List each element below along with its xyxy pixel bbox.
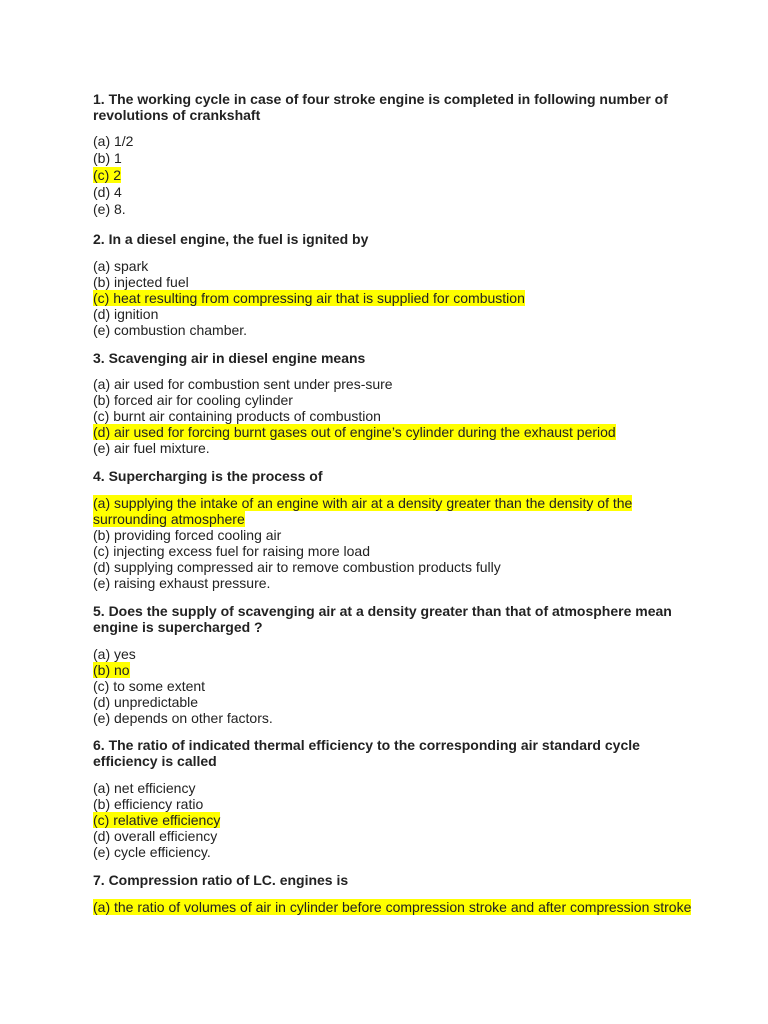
option: (d) ignition <box>93 306 159 322</box>
option: (a) spark <box>93 258 149 274</box>
option: (a) yes <box>93 646 136 662</box>
option-list <box>93 495 693 591</box>
question-title: 1. The working cycle in case of four stroke engine is completed in following number of revolutions of crankshaft <box>93 91 668 123</box>
option: (e) combustion chamber. <box>93 322 248 338</box>
question-title: 5. Does the supply of scavenging air at a density greater than that of atmosphere mean engine is supercharged ? <box>93 603 672 635</box>
option: (d) 4 <box>93 184 122 200</box>
option: (e) 8. <box>93 201 126 217</box>
option: (b) forced air for cooling cylinder <box>93 392 293 408</box>
option-correct: (c) 2 <box>93 167 121 183</box>
option: (e) raising exhaust pressure. <box>93 575 271 591</box>
option: (c) injecting excess fuel for raising more load <box>93 543 371 559</box>
option: (a) air used for combustion sent under pres-sure <box>93 376 393 392</box>
option: (e) depends on other factors. <box>93 710 273 726</box>
option: (e) cycle efficiency. <box>93 844 211 860</box>
option: (c) to some extent <box>93 678 206 694</box>
option-correct: (b) no <box>93 662 130 678</box>
option-list <box>93 376 693 456</box>
option: (c) burnt air containing products of combustion <box>93 408 381 424</box>
option: (b) efficiency ratio <box>93 796 204 812</box>
option: (b) 1 <box>93 150 122 166</box>
option: (d) supplying compressed air to remove combustion products fully <box>93 559 501 575</box>
option-list <box>93 899 693 915</box>
option-correct: (c) heat resulting from compressing air that is supplied for combustion <box>93 290 525 306</box>
option-correct: (a) supplying the intake of an engine with air at a density greater than the density of the surrounding atmosphere <box>93 495 633 527</box>
option-list <box>93 133 693 217</box>
option: (d) overall efficiency <box>93 828 218 844</box>
option: (b) injected fuel <box>93 274 189 290</box>
option: (d) unpredictable <box>93 694 199 710</box>
option: (a) 1/2 <box>93 133 134 149</box>
option-correct: (a) the ratio of volumes of air in cylinder before compression stroke and after compression stroke <box>93 899 692 915</box>
question-title: 6. The ratio of indicated thermal efficiency to the corresponding air standard cycle efficiency is called <box>93 737 640 769</box>
option-list <box>93 780 693 860</box>
question-title: 4. Supercharging is the process of <box>93 468 323 484</box>
question-title: 3. Scavenging air in diesel engine means <box>93 350 366 366</box>
option-correct: (c) relative efficiency <box>93 812 221 828</box>
option: (b) providing forced cooling air <box>93 527 282 543</box>
option-list <box>93 646 693 726</box>
option: (a) net efficiency <box>93 780 196 796</box>
option-correct: (d) air used for forcing burnt gases out of engine’s cylinder during the exhaust period <box>93 424 616 440</box>
option-list <box>93 258 693 338</box>
question-title: 2. In a diesel engine, the fuel is ignited by <box>93 231 369 247</box>
option: (e) air fuel mixture. <box>93 440 210 456</box>
question-title: 7. Compression ratio of LC. engines is <box>93 872 349 888</box>
